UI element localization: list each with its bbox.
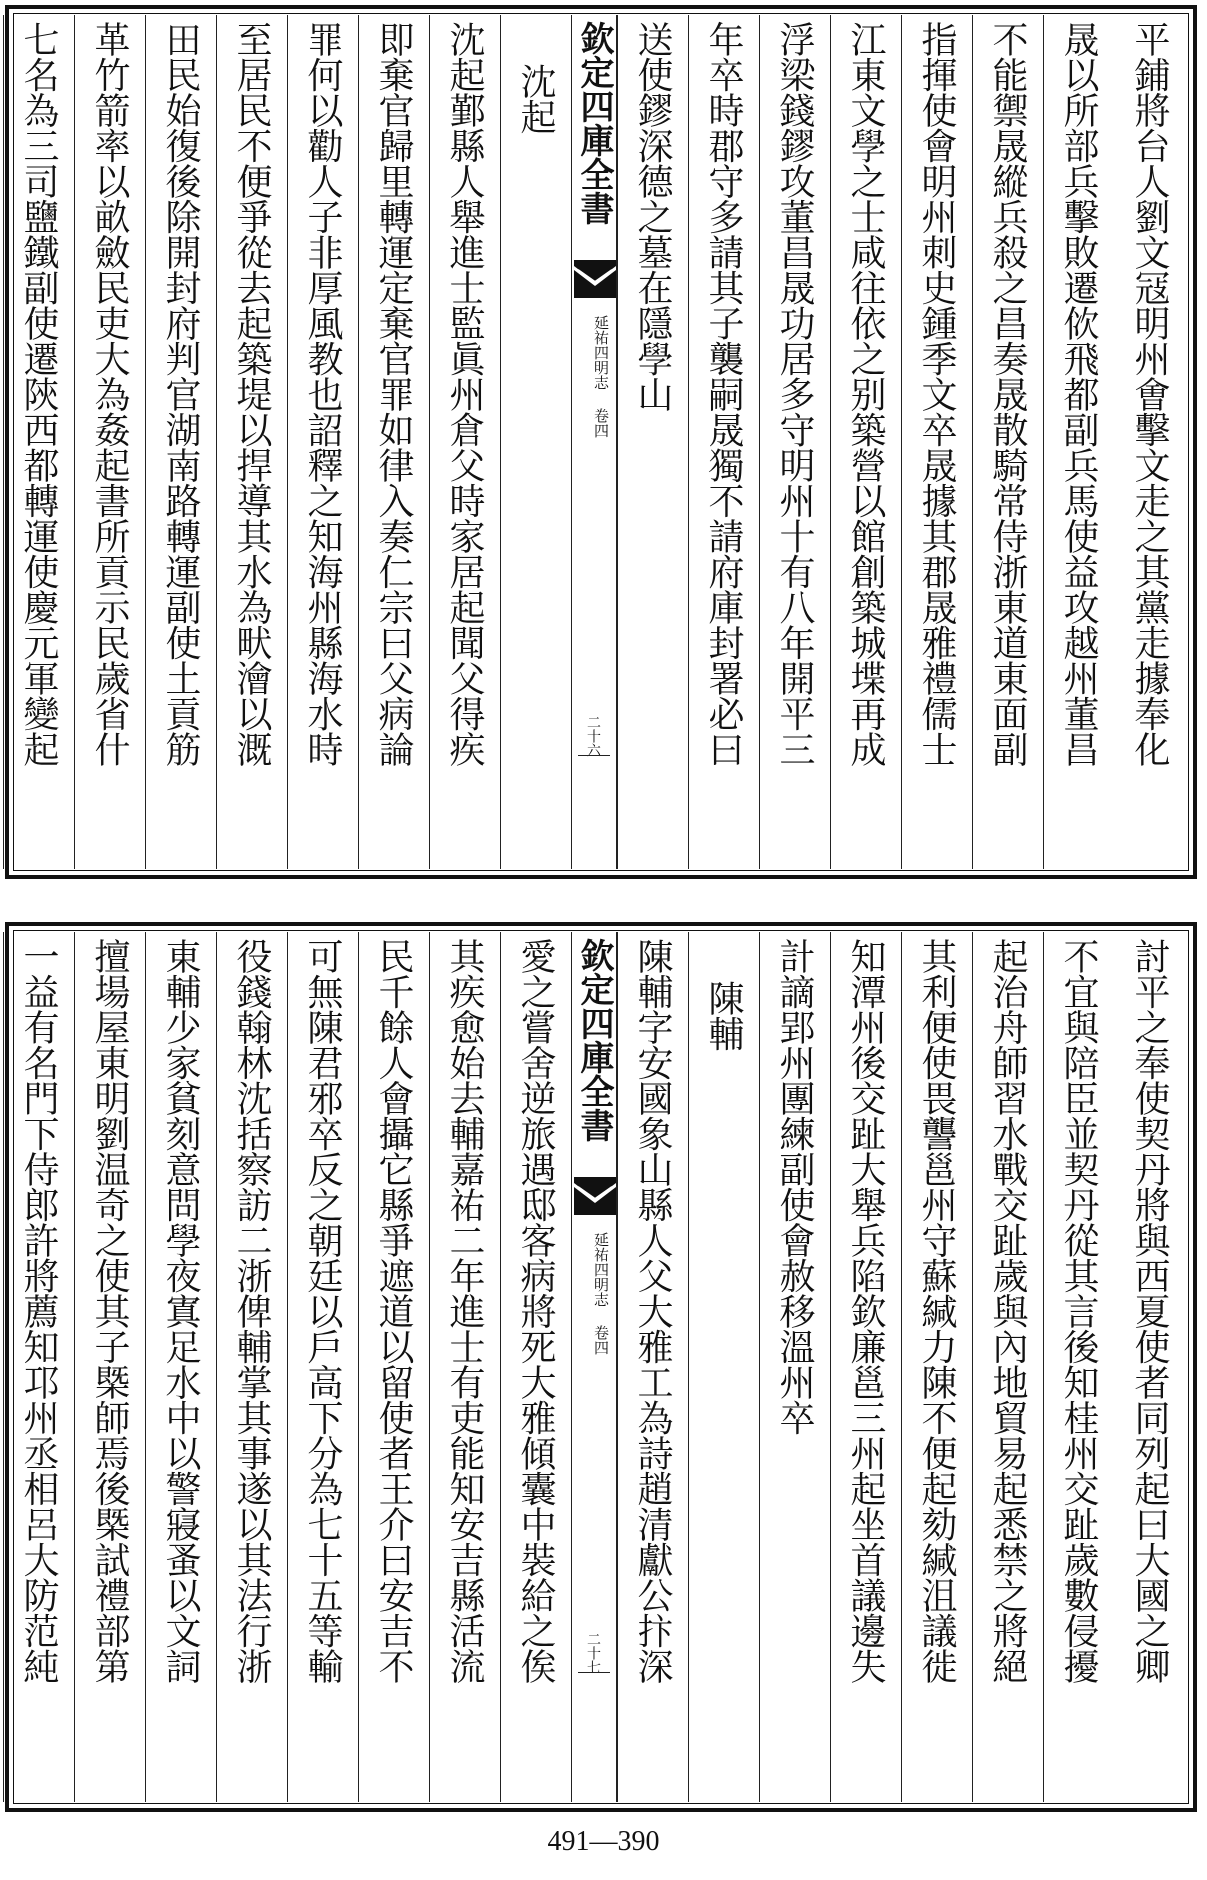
text-column [500,15,571,869]
column-text: 愛之嘗舍逆旅遇邸客病將死大雅傾囊中裝給之俟 [515,938,556,1684]
column-text: 擅場屋東明劉温奇之使其子槩師焉後槩試禮部第 [89,938,130,1684]
column-text: 知潭州後交趾大舉兵陷欽廉邕三州起坐首議邊失 [845,938,886,1684]
column-text: 七名為三司鹽鐵副使遷陝西都轉運使慶元軍變起 [18,21,59,767]
page-number-rule [578,1672,610,1673]
column-text: 田民始復後除開封府判官湖南路轉運副使土貢筋 [160,21,201,767]
text-column [688,15,759,869]
column-text: 一益有名門下侍郎許將薦知邛州丞相呂大防范純 [18,938,59,1684]
column-text: 陳輔字安國象山縣人父大雅工為詩趙清獻公抃深 [632,938,673,1684]
text-column [688,932,759,1802]
text-column [972,932,1043,1802]
column-text: 不宜與陪臣並契丹從其言後知桂州交趾歲數侵擾 [1058,938,1099,1684]
column-text: 平鋪將台人劉文冦明州㑹擊文走之其黨走據奉化 [1129,21,1170,767]
column-text: 浮梁錢鏐攻董昌晟功居多守明州十有八年開平三 [774,21,815,767]
page-number-rule [578,755,610,756]
text-column [216,932,287,1802]
text-column [358,932,429,1802]
text-column [429,932,500,1802]
text-column [830,932,901,1802]
text-column [3,932,74,1802]
fish-tail-ornament-icon [574,260,616,298]
text-column [216,15,287,869]
column-text: 可無陳君邪卒反之朝廷以戶高下分為七十五等輸 [302,938,343,1684]
column-text: 革竹箭率以畝斂民吏大為姦起書所貢示民歲省什 [89,21,130,767]
text-column [759,932,830,1802]
fish-tail-ornament-icon [574,1177,616,1215]
page-footer-number: 491—390 [547,1826,660,1857]
column-text: 罪何以勸人子非厚風教也詔釋之知海州縣海水時 [302,21,343,767]
column-text: 東輔少家貧刻意問學夜寘足水中以警寢蚤以文詞 [160,938,201,1684]
text-column [617,15,688,869]
column-text: 民千餘人會攝它縣爭遮道以留使者王介曰安吉不 [373,938,414,1684]
text-column [74,15,145,869]
column-text: 役錢翰林沈括察訪二浙俾輔掌其事遂以其法行浙 [231,938,272,1684]
column-text: 沈起鄞縣人舉進士監眞州倉父時家居起聞父得疾 [444,21,485,767]
column-text: 送使鏐深德之墓在隱學山 [632,21,673,412]
book-title: 欽定四庫全書 [574,21,614,225]
text-column [74,932,145,1802]
column-text: 晟以所部兵擊敗遷佽飛都副兵馬使益攻越州董昌 [1058,21,1099,767]
column-text: 其利便使畏讋邕州守蘇緘力陳不便起劾緘沮議徙 [916,938,957,1684]
column-text: 其疾愈始去輔嘉祐二年進士有吏能知安吉縣活流 [444,938,485,1684]
column-text: 指揮使會明州刺史鍾季文卒晟據其郡晟雅禮儒士 [916,21,957,767]
top-page [5,5,1197,879]
text-column [759,15,830,869]
column-text: 即棄官歸里轉運定棄官罪如律入奏仁宗曰父病論 [373,21,414,767]
book-title: 欽定四庫全書 [574,938,614,1142]
center-fold [571,15,617,869]
column-text: 計謫郢州團練副使會赦移溫州卒 [774,938,815,1435]
text-column [972,15,1043,869]
text-column [1043,932,1114,1802]
column-text: 不能禦晟縱兵殺之昌奏晟散騎常侍浙東道東面副 [987,21,1028,767]
column-text: 起治舟師習水戰交趾歲與內地貿易起悉禁之將絕 [987,938,1028,1684]
text-column [500,932,571,1802]
text-column [617,932,688,1802]
text-column [287,932,358,1802]
text-column [830,15,901,869]
text-column [3,15,74,869]
text-column [901,932,972,1802]
bottom-page [5,922,1197,1812]
text-column [1114,15,1185,869]
volume-info: 延祐四明志 卷四 [592,315,610,438]
page-number: 二十六 [585,715,601,757]
text-column [145,932,216,1802]
text-column [1043,15,1114,869]
section-heading: 陳輔 [703,980,744,1051]
text-column [1114,932,1185,1802]
section-heading: 沈起 [515,63,556,134]
volume-info: 延祐四明志 卷四 [592,1232,610,1355]
text-column [901,15,972,869]
text-column [145,15,216,869]
text-column [287,15,358,869]
column-text: 至居民不便爭從去起築堤以捍導其水為畎澮以溉 [231,21,272,767]
column-text: 年卒時郡守多請其子襲嗣晟獨不請府庫封署必曰 [703,21,744,767]
column-text: 討平之奉使契丹將與西夏使者同列起曰大國之卿 [1129,938,1170,1684]
column-text: 江東文學之士咸往依之别築營以館創築城堞再成 [845,21,886,767]
center-fold [571,932,617,1802]
page-number: 二十七 [585,1632,601,1674]
text-column [358,15,429,869]
text-column [429,15,500,869]
